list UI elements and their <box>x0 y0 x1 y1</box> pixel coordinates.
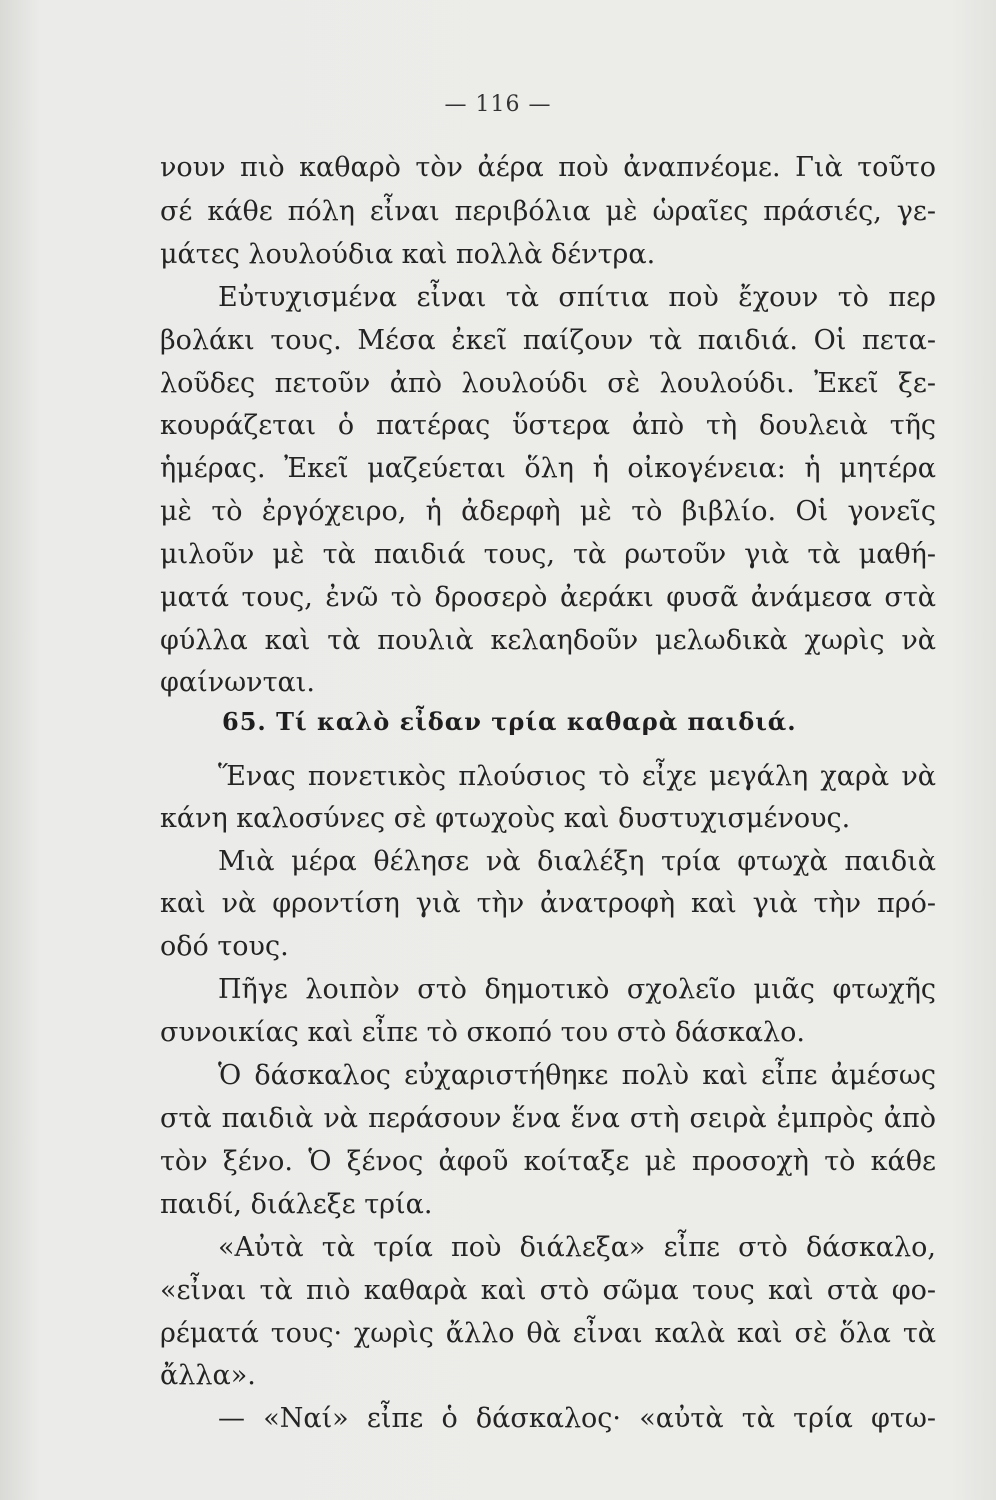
text-line: — «Ναί» εἶπε ὁ δάσκαλος· «αὐτὰ τὰ τρία φτω- <box>218 1403 936 1434</box>
text-line: μὲ τὸ ἐργόχειρο, ἡ ἀδερφὴ μὲ τὸ βιβλίο. Οἱ γονεῖς <box>160 496 936 527</box>
text-line: Μιὰ μέρα θέλησε νὰ διαλέξη τρία φτωχὰ παιδιὰ <box>218 846 936 877</box>
section-heading: 65. Τί καλὸ εἶδαν τρία καθαρὰ παιδιά. <box>222 707 797 736</box>
text-line: τὸν ξένο. Ὁ ξένος ἀφοῦ κοίταξε μὲ προσοχὴ τὸ κάθε <box>160 1146 936 1177</box>
text-line: Εὐτυχισμένα εἶναι τὰ σπίτια ποὺ ἔχουν τὸ περ <box>218 282 936 313</box>
text-line: καὶ νὰ φροντίση γιὰ τὴν ἀνατροφὴ καὶ γιὰ τὴν πρό- <box>160 888 936 919</box>
text-line: λοῦδες πετοῦν ἀπὸ λουλούδι σὲ λουλούδι. Ἐκεῖ ξε- <box>160 368 936 399</box>
text-line: οδό τους. <box>160 931 289 962</box>
text-line: ἡμέρας. Ἐκεῖ μαζεύεται ὅλη ἡ οἰκογένεια: ἡ μητέρα <box>160 453 936 484</box>
text-line: ἄλλα». <box>160 1360 256 1391</box>
text-line: βολάκι τους. Μέσα ἐκεῖ παίζουν τὰ παιδιά. Οἱ πετα- <box>160 325 936 356</box>
text-line: ρέματά τους· χωρὶς ἄλλο θὰ εἶναι καλὰ καὶ σὲ ὅλα τὰ <box>160 1318 936 1349</box>
text-line: κάνη καλοσύνες σὲ φτωχοὺς καὶ δυστυχισμένους. <box>160 803 851 834</box>
text-line: μάτες λουλούδια καὶ πολλὰ δέντρα. <box>160 239 656 270</box>
text-line: παιδί, διάλεξε τρία. <box>160 1189 433 1220</box>
text-line: νουν πιὸ καθαρὸ τὸν ἀέρα ποὺ ἀναπνέομε. Γιὰ τοῦτο <box>160 152 936 183</box>
text-line: μιλοῦν μὲ τὰ παιδιά τους, τὰ ρωτοῦν γιὰ τὰ μαθή- <box>160 539 936 570</box>
text-line: συνοικίας καὶ εἶπε τὸ σκοπό του στὸ δάσκαλο. <box>160 1017 805 1048</box>
text-line: στὰ παιδιὰ νὰ περάσουν ἕνα ἕνα στὴ σειρὰ ἐμπρὸς ἀπὸ <box>160 1103 936 1134</box>
text-line: σέ κάθε πόλη εἶναι περιβόλια μὲ ὡραῖες πράσιές, γε- <box>160 196 936 227</box>
text-line: ματά τους, ἐνῶ τὸ δροσερὸ ἀεράκι φυσᾶ ἀνάμεσα στὰ <box>160 582 936 613</box>
text-line: Ἕνας πονετικὸς πλούσιος τὸ εἶχε μεγάλη χαρὰ νὰ <box>218 761 936 792</box>
text-line: Ὁ δάσκαλος εὐχαριστήθηκε πολὺ καὶ εἶπε ἀμέσως <box>218 1060 936 1091</box>
text-line: φαίνωνται. <box>160 667 315 698</box>
text-line: Πῆγε λοιπὸν στὸ δημοτικὸ σχολεῖο μιᾶς φτωχῆς <box>218 974 936 1005</box>
text-line: κουράζεται ὁ πατέρας ὕστερα ἀπὸ τὴ δουλειὰ τῆς <box>160 410 936 441</box>
text-line: «εἶναι τὰ πιὸ καθαρὰ καὶ στὸ σῶμα τους καὶ στὰ φο- <box>160 1275 936 1306</box>
page-number: — 116 — <box>444 92 552 117</box>
text-line: φύλλα καὶ τὰ πουλιὰ κελαηδοῦν μελωδικὰ χωρὶς νὰ <box>160 625 936 656</box>
text-line: «Αὐτὰ τὰ τρία ποὺ διάλεξα» εἶπε στὸ δάσκαλο, <box>218 1232 936 1263</box>
